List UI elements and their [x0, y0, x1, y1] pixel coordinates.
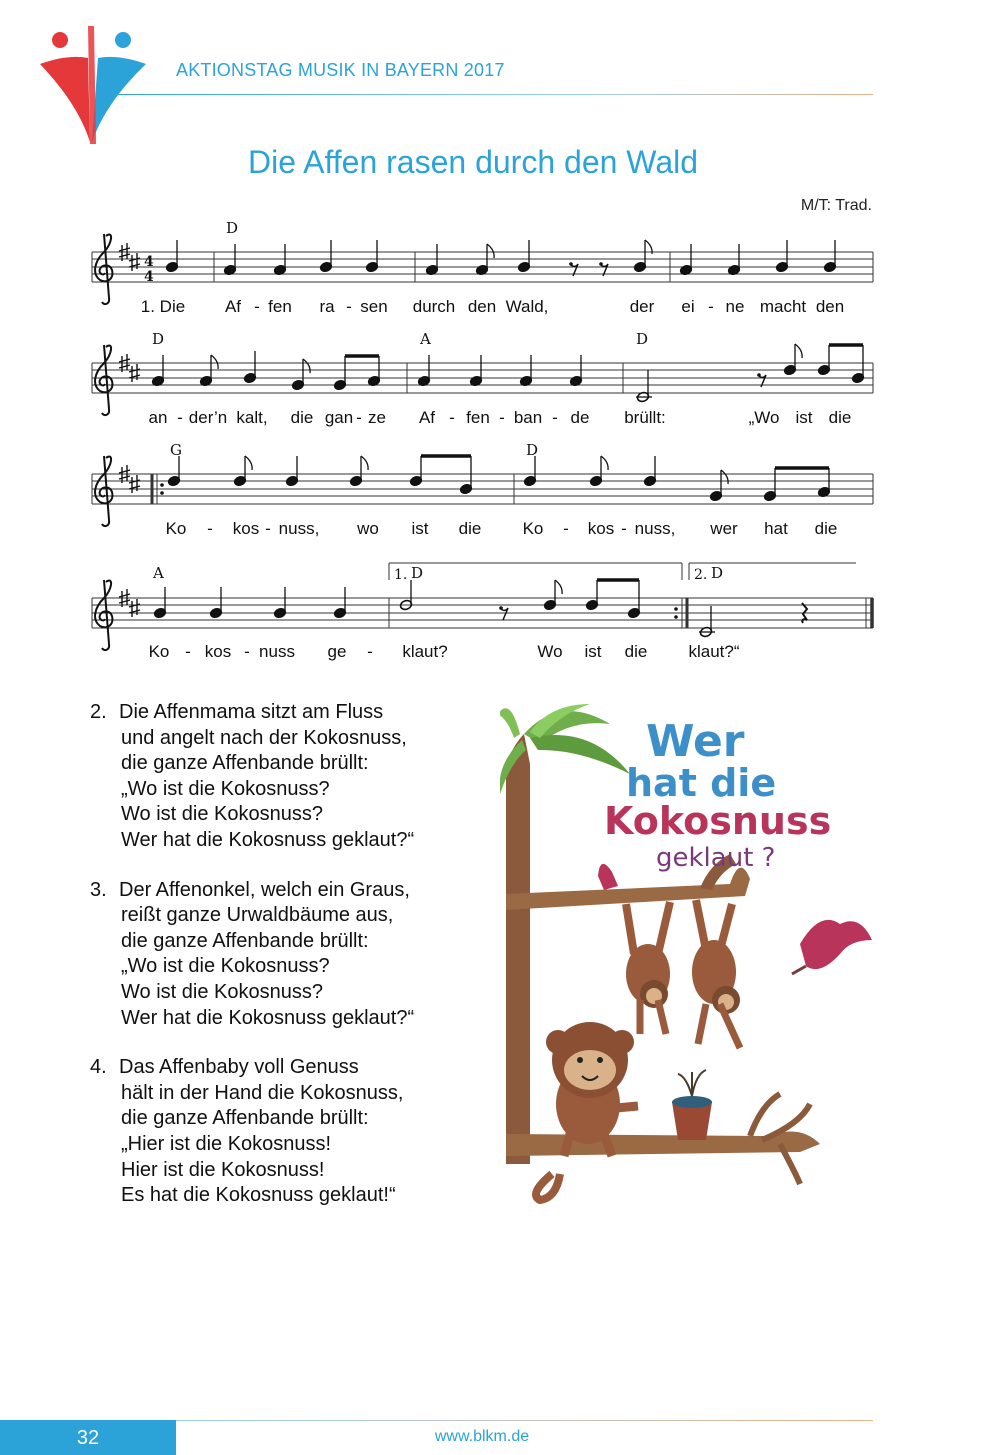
- lyric-syllable: ra: [319, 297, 335, 316]
- monkey-icon: [536, 1022, 638, 1200]
- verses: [90, 700, 510, 1233]
- lyric-syllable: -: [356, 408, 362, 427]
- drawing-text: geklaut ?: [656, 843, 776, 873]
- chord-label: D: [411, 564, 424, 582]
- verse-line: [90, 700, 510, 726]
- volta-number: 2.: [694, 567, 708, 583]
- verse-line: die ganze Affenbande brüllt:: [121, 752, 369, 775]
- song-credit: M/T: Trad.: [800, 197, 872, 214]
- lyric-syllable: ist: [411, 519, 429, 538]
- lyric-syllable: -: [621, 519, 627, 538]
- lyric-syllable: die: [814, 519, 838, 538]
- lyric-syllable: -: [708, 297, 714, 316]
- lyric-syllable: der’n: [188, 408, 228, 427]
- verse-line: Wo ist die Kokosnuss?: [121, 980, 323, 1003]
- lyric-syllable: -: [499, 408, 505, 427]
- verse-number: 3.: [90, 878, 107, 901]
- header-title: AKTIONSTAG MUSIK IN BAYERN 2017: [176, 60, 505, 80]
- page-number: 32: [76, 1427, 100, 1449]
- lyric-syllable: -: [254, 297, 260, 316]
- lyric-syllable: kos: [587, 519, 615, 538]
- footer-url-link[interactable]: www.blkm.de: [434, 1428, 530, 1445]
- child-drawing: [500, 704, 880, 1204]
- lyric-syllable: ne: [725, 297, 745, 316]
- lyric-syllable: -: [207, 519, 213, 538]
- monkey-icon: [692, 900, 740, 1048]
- verse-line: und angelt nach der Kokosnuss,: [121, 726, 407, 749]
- lyric-syllable: der: [629, 297, 655, 316]
- lyric-syllable: hat: [764, 519, 788, 538]
- lyric-syllable: sen: [360, 297, 388, 316]
- lyric-syllable: wo: [357, 519, 379, 538]
- verse-line: Hier ist die Kokosnuss!: [121, 1158, 325, 1181]
- verse-text: Das Affenbaby voll Genuss: [119, 1056, 359, 1079]
- lyric-syllable: fen: [466, 408, 490, 427]
- drawing-text: Kokosnuss: [604, 799, 832, 843]
- verse-line: Wo ist die Kokosnuss?: [121, 803, 323, 826]
- lyric-syllable: Ko: [165, 519, 187, 538]
- lyric-syllable: kos: [204, 642, 232, 661]
- verse-line: „Hier ist die Kokosnuss!: [121, 1132, 332, 1155]
- lyric-syllable: Af: [224, 297, 242, 316]
- lyric-syllable: nuss,: [634, 519, 676, 538]
- lyric-syllable: nuss: [259, 642, 295, 661]
- bird-icon: [792, 920, 872, 974]
- chord-label: D: [526, 441, 539, 459]
- verse-text: Die Affenmama sitzt am Fluss: [119, 701, 384, 723]
- verse-line: Es hat die Kokosnuss geklaut!“: [121, 1184, 396, 1207]
- verse-line: Wer hat die Kokosnuss geklaut?“: [121, 1006, 415, 1029]
- volta-number: 1.: [394, 567, 408, 583]
- chord-label: D: [636, 330, 649, 348]
- verse-number: 2.: [90, 701, 107, 723]
- monkey-icon: [626, 902, 670, 1034]
- verse-line: [90, 1055, 510, 1081]
- lyric-syllable: -: [265, 519, 271, 538]
- lyric-syllable: die: [624, 642, 648, 661]
- lyric-syllable: den: [467, 297, 497, 316]
- svg-text:4: 4: [144, 254, 154, 270]
- verse-3: [90, 878, 510, 1032]
- lyric-syllable: Wo: [537, 642, 563, 661]
- lyric-syllable: ist: [584, 642, 602, 661]
- verse-line: reißt ganze Urwaldbäume aus,: [121, 904, 394, 927]
- lyric-syllable: de: [570, 408, 590, 427]
- lyric-syllable: die: [290, 408, 314, 427]
- lyric-syllable: gan: [324, 408, 354, 427]
- lyric-syllable: durch: [412, 297, 456, 316]
- lyric-syllable: „Wo: [748, 408, 780, 427]
- footer-divider: [176, 1420, 873, 1421]
- lyric-syllable: kos: [232, 519, 260, 538]
- verse-line: „Wo ist die Kokosnuss?: [121, 955, 330, 978]
- song-title: Die Affen rasen durch den Wald: [247, 144, 699, 180]
- verse-line: [90, 878, 510, 904]
- lyric-syllable: ban: [513, 408, 543, 427]
- lyric-syllable: ge: [327, 642, 347, 661]
- lyric-syllable: den: [815, 297, 845, 316]
- chord-label: D: [711, 564, 724, 582]
- chord-label: D: [152, 330, 165, 348]
- verse-number: 4.: [90, 1056, 107, 1079]
- chord-label: D: [226, 219, 239, 237]
- lyric-syllable: ei: [681, 297, 695, 316]
- lyric-syllable: -: [244, 642, 250, 661]
- staff-system-3: [92, 456, 873, 526]
- lyric-syllable: -: [367, 642, 373, 661]
- lyric-syllable: -: [552, 408, 558, 427]
- staff-system-1: [92, 234, 873, 304]
- svg-text:4: 4: [144, 269, 154, 285]
- verse-line: die ganze Affenbande brüllt:: [121, 929, 369, 952]
- lyric-syllable: brüllt:: [624, 408, 666, 427]
- lyric-syllable: die: [458, 519, 482, 538]
- chord-label: A: [420, 330, 431, 348]
- chord-label: G: [170, 441, 182, 459]
- lyric-syllable: kalt,: [236, 408, 268, 427]
- lyric-syllable: klaut?: [402, 642, 448, 661]
- lyric-syllable: -: [449, 408, 455, 427]
- lyric-syllable: Ko: [522, 519, 544, 538]
- lyric-syllable: ist: [795, 408, 813, 427]
- lyric-syllable: wer: [710, 519, 738, 538]
- lyric-syllable: Wald,: [505, 297, 549, 316]
- lyric-syllable: 1. Die: [140, 297, 186, 316]
- lyric-syllable: -: [346, 297, 352, 316]
- lyric-syllable: macht: [759, 297, 807, 316]
- lyric-syllable: klaut?“: [688, 642, 740, 661]
- lyric-syllable: -: [177, 408, 183, 427]
- lyric-syllable: Af: [418, 408, 436, 427]
- lyric-syllable: ze: [368, 408, 386, 427]
- drawing-text: Wer: [646, 716, 745, 767]
- sheet-music: [0, 0, 1000, 680]
- chord-label: A: [153, 564, 164, 582]
- verse-line: hält in der Hand die Kokosnuss,: [121, 1081, 404, 1104]
- lyric-syllable: fen: [268, 297, 292, 316]
- drawing-text: hat die: [626, 761, 777, 805]
- coconut-basket-icon: [672, 1070, 712, 1140]
- verse-line: Wer hat die Kokosnuss geklaut?“: [121, 828, 415, 851]
- verse-text: Der Affenonkel, welch ein Graus,: [119, 878, 410, 901]
- lyric-syllable: -: [185, 642, 191, 661]
- verse-line: „Wo ist die Kokosnuss?: [121, 777, 330, 800]
- staff-system-4: [92, 563, 873, 650]
- lyric-syllable: an: [148, 408, 168, 427]
- lyric-syllable: -: [563, 519, 569, 538]
- verse-4: [90, 1055, 510, 1209]
- lyric-syllable: nuss,: [278, 519, 320, 538]
- lyric-syllable: die: [828, 408, 852, 427]
- verse-2: [90, 700, 510, 854]
- verse-line: die ganze Affenbande brüllt:: [121, 1107, 369, 1130]
- staff-system-2: [92, 344, 873, 415]
- lyric-syllable: Ko: [148, 642, 170, 661]
